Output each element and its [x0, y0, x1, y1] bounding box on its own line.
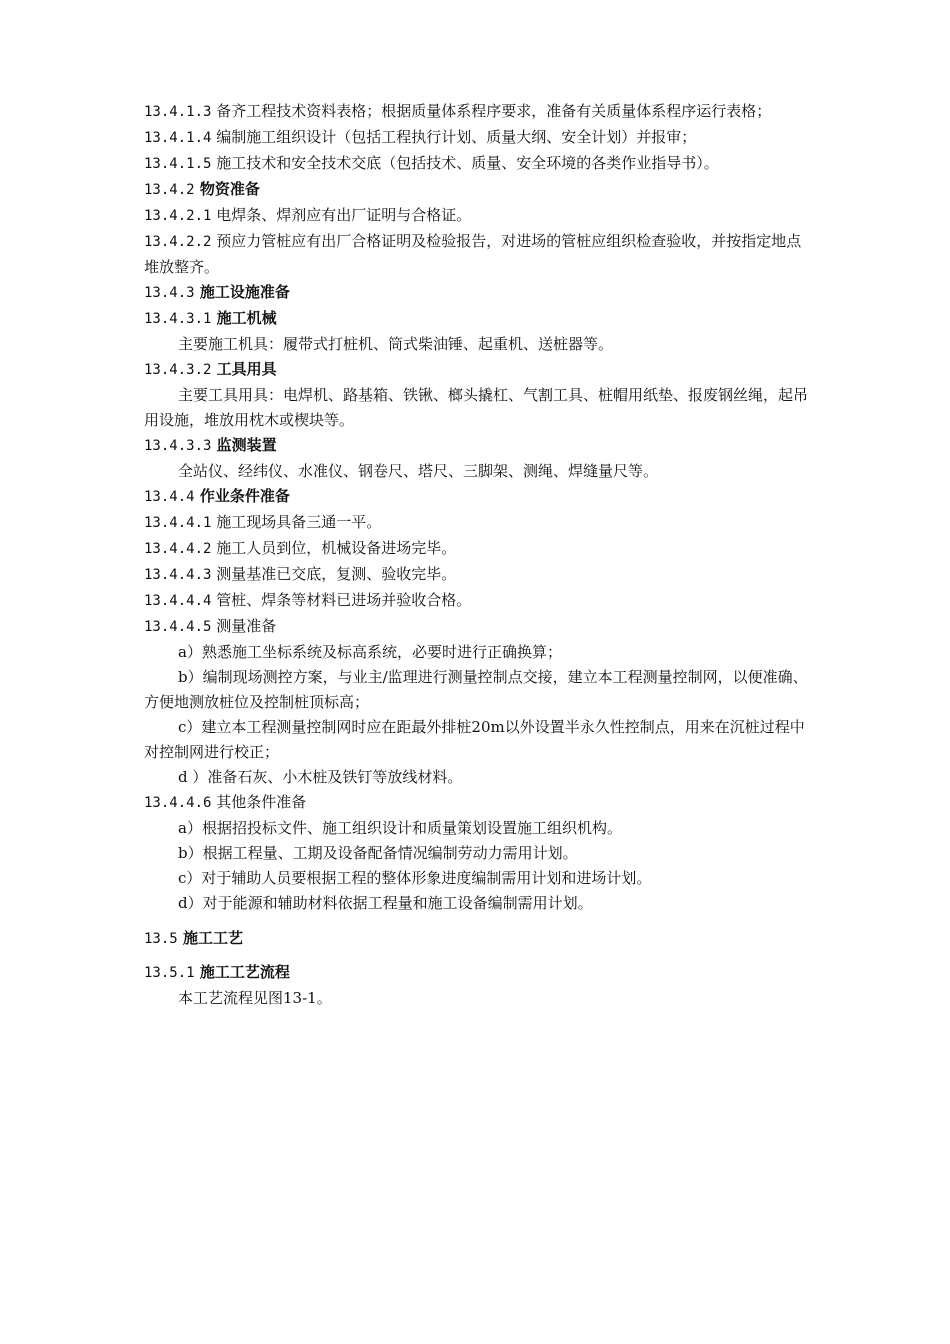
heading-text: 监测装置: [216, 436, 277, 454]
clause-text: 其他条件准备: [216, 793, 307, 811]
heading-number: 13.4.3: [144, 285, 195, 301]
paragraph-text: 主要工具用具：电焊机、路基箱、铁锹、榔头撬杠、气割工具、桩帽用纸垫、报废钢丝绳，起吊用设施，堆放用枕木或楔块等。: [144, 386, 809, 429]
list-item-text: b）编制现场测控方案，与业主/监理进行测量控制点交接，建立本工程测量控制网，以便准确、方便地测放桩位及控制桩顶标高；: [144, 668, 808, 711]
paragraph-machinery: [144, 332, 812, 357]
clause-text: 施工技术和安全技术交底（包括技术、质量、安全环境的各类作业指导书）。: [216, 154, 719, 172]
clause-number: 13.4.4.1: [144, 515, 212, 531]
heading-number: 13.4.2: [144, 182, 195, 198]
heading-13-4-3-1: [144, 306, 812, 332]
list-item-a: [144, 640, 812, 665]
list-item-a: [144, 816, 812, 841]
clause-13-4-1-3: [144, 99, 812, 125]
clause-number: 13.4.4.2: [144, 541, 212, 557]
paragraph-process-flow: [144, 986, 812, 1011]
heading-text: 施工工艺: [182, 929, 243, 947]
list-item-c: [144, 866, 812, 891]
heading-text: 施工工艺流程: [199, 963, 290, 981]
list-item-text: c）对于辅助人员要根据工程的整体形象进度编制需用计划和进场计划。: [178, 869, 652, 887]
clause-text: 编制施工组织设计（包括工程执行计划、质量大纲、安全计划）并报审；: [216, 128, 697, 146]
clause-number: 13.4.1.5: [144, 156, 212, 172]
clause-13-4-4-1: [144, 510, 812, 536]
heading-13-4-4: [144, 484, 812, 510]
heading-13-4-3-3: [144, 433, 812, 459]
list-item-text: d ）准备石灰、小木桩及铁钉等放线材料。: [178, 768, 463, 786]
clause-13-4-4-4: [144, 588, 812, 614]
clause-number: 13.4.2.2: [144, 234, 212, 250]
heading-number: 13.4.3.3: [144, 438, 212, 454]
list-item-c: [144, 715, 812, 765]
clause-number: 13.4.1.3: [144, 104, 212, 120]
paragraph-instruments: [144, 459, 812, 484]
list-item-d: [144, 765, 812, 790]
clause-text: 电焊条、焊剂应有出厂证明与合格证。: [216, 206, 472, 224]
heading-13-5-1: [144, 960, 812, 986]
heading-text: 作业条件准备: [199, 487, 290, 505]
clause-13-4-1-4: [144, 125, 812, 151]
heading-13-4-3-2: [144, 357, 812, 383]
list-item-b: [144, 841, 812, 866]
clause-text: 备齐工程技术资料表格；根据质量体系程序要求，准备有关质量体系程序运行表格；: [216, 102, 772, 120]
heading-number: 13.4.4: [144, 489, 195, 505]
heading-text: 工具用具: [216, 360, 277, 378]
clause-text: 测量准备: [216, 617, 277, 635]
clause-number: 13.4.1.4: [144, 130, 212, 146]
heading-number: 13.4.3.1: [144, 311, 212, 327]
heading-text: 物资准备: [199, 180, 260, 198]
heading-text: 施工机械: [216, 309, 277, 327]
clause-13-4-4-2: [144, 536, 812, 562]
clause-text: 施工人员到位，机械设备进场完毕。: [216, 539, 457, 557]
heading-number: 13.5: [144, 931, 178, 947]
paragraph-text: 主要施工机具：履带式打桩机、筒式柴油锤、起重机、送桩器等。: [178, 335, 614, 353]
paragraph-text: 全站仪、经纬仪、水准仪、钢卷尺、塔尺、三脚架、测绳、焊缝量尺等。: [178, 462, 659, 480]
clause-number: 13.4.2.1: [144, 208, 212, 224]
heading-text: 施工设施准备: [199, 283, 290, 301]
document-page: [144, 99, 812, 1011]
heading-number: 13.4.3.2: [144, 362, 212, 378]
clause-13-4-4-3: [144, 562, 812, 588]
heading-13-4-2: [144, 177, 812, 203]
paragraph-text: 本工艺流程见图13-1。: [178, 989, 332, 1007]
list-item-text: a）熟悉施工坐标系统及标高系统，必要时进行正确换算；: [178, 643, 562, 661]
clause-text: 施工现场具备三通一平。: [216, 513, 382, 531]
list-item-b: [144, 665, 812, 715]
list-item-text: c）建立本工程测量控制网时应在距最外排桩20m以外设置半永久性控制点，用来在沉桩过程中对控制网进行校正；: [144, 718, 805, 761]
clause-number: 13.4.4.6: [144, 795, 212, 811]
list-item-d: [144, 891, 812, 916]
clause-number: 13.4.4.3: [144, 567, 212, 583]
heading-13-4-3: [144, 280, 812, 306]
heading-13-5: [144, 926, 812, 952]
clause-text: 测量基准已交底，复测、验收完毕。: [216, 565, 457, 583]
clause-13-4-2-1: [144, 203, 812, 229]
clause-text: 管桩、焊条等材料已进场并验收合格。: [216, 591, 472, 609]
clause-13-4-4-6: [144, 790, 812, 816]
clause-text: 预应力管桩应有出厂合格证明及检验报告，对进场的管桩应组织检查验收，并按指定地点堆放整齐。: [144, 232, 802, 276]
clause-number: 13.4.4.4: [144, 593, 212, 609]
list-item-text: b）根据工程量、工期及设备配备情况编制劳动力需用计划。: [178, 844, 578, 862]
clause-13-4-4-5: [144, 614, 812, 640]
list-item-text: d）对于能源和辅助材料依据工程量和施工设备编制需用计划。: [178, 894, 593, 912]
clause-13-4-2-2: [144, 229, 812, 280]
paragraph-tools: [144, 383, 812, 433]
clause-number: 13.4.4.5: [144, 619, 212, 635]
heading-number: 13.5.1: [144, 965, 195, 981]
clause-13-4-1-5: [144, 151, 812, 177]
list-item-text: a）根据招投标文件、施工组织设计和质量策划设置施工组织机构。: [178, 819, 622, 837]
